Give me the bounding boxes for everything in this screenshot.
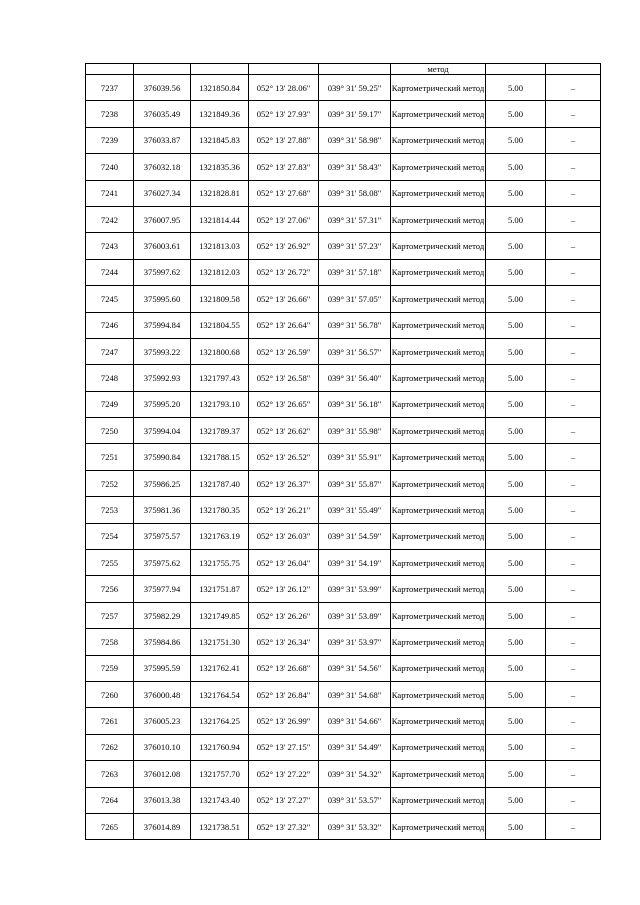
method-cell: Картометрический метод	[391, 286, 486, 312]
latitude-cell: 052° 13' 26.68"	[249, 655, 319, 681]
point-number-cell: 7263	[86, 761, 134, 787]
table-row	[86, 391, 601, 417]
dash-cell: –	[546, 655, 601, 681]
y-coordinate-cell: 1321763.19	[191, 523, 249, 549]
table-row	[86, 602, 601, 628]
method-cell: Картометрический метод	[391, 681, 486, 707]
x-coordinate-cell: 376032.18	[134, 154, 191, 180]
precision-cell: 5.00	[486, 708, 546, 734]
method-cell: Картометрический метод	[391, 312, 486, 338]
y-coordinate-cell: 1321813.03	[191, 233, 249, 259]
method-cell: Картометрический метод	[391, 233, 486, 259]
precision-cell: 5.00	[486, 523, 546, 549]
table-row	[86, 655, 601, 681]
point-number-cell: 7262	[86, 734, 134, 760]
longitude-cell: 039° 31' 55.91"	[319, 444, 391, 470]
table-row	[86, 523, 601, 549]
point-number-cell: 7247	[86, 338, 134, 364]
precision-cell: 5.00	[486, 338, 546, 364]
latitude-cell: 052° 13' 27.88"	[249, 127, 319, 153]
dash-cell: –	[546, 154, 601, 180]
precision-cell: 5.00	[486, 180, 546, 206]
method-cell: Картометрический метод	[391, 497, 486, 523]
dash-cell: –	[546, 233, 601, 259]
precision-cell: 5.00	[486, 681, 546, 707]
method-cell: Картометрический метод	[391, 391, 486, 417]
point-number-cell: 7255	[86, 550, 134, 576]
dash-cell: –	[546, 418, 601, 444]
precision-cell: 5.00	[486, 418, 546, 444]
y-coordinate-cell: 1321828.81	[191, 180, 249, 206]
longitude-cell: 039° 31' 53.32"	[319, 813, 391, 839]
y-coordinate-cell: 1321760.94	[191, 734, 249, 760]
method-cell: Картометрический метод	[391, 338, 486, 364]
dash-cell: –	[546, 629, 601, 655]
latitude-cell: 052° 13' 26.92"	[249, 233, 319, 259]
longitude-cell: 039° 31' 55.49"	[319, 497, 391, 523]
latitude-cell: 052° 13' 26.72"	[249, 259, 319, 285]
point-number-cell: 7251	[86, 444, 134, 470]
y-coordinate-cell: 1321804.55	[191, 312, 249, 338]
x-coordinate-cell: 376033.87	[134, 127, 191, 153]
x-coordinate-cell: 375992.93	[134, 365, 191, 391]
x-coordinate-cell: 375994.84	[134, 312, 191, 338]
point-number-cell: 7242	[86, 206, 134, 232]
method-cell: Картометрический метод	[391, 761, 486, 787]
precision-cell: 5.00	[486, 444, 546, 470]
table-row	[86, 708, 601, 734]
dash-cell: –	[546, 286, 601, 312]
y-coordinate-cell: 1321849.36	[191, 101, 249, 127]
table-row	[86, 734, 601, 760]
precision-cell: 5.00	[486, 497, 546, 523]
x-coordinate-cell: 376003.61	[134, 233, 191, 259]
method-cell: Картометрический метод	[391, 259, 486, 285]
longitude-cell: 039° 31' 54.59"	[319, 523, 391, 549]
dash-cell: –	[546, 259, 601, 285]
latitude-cell: 052° 13' 26.21"	[249, 497, 319, 523]
method-cell: Картометрический метод	[391, 180, 486, 206]
x-coordinate-cell: 375990.84	[134, 444, 191, 470]
point-number-cell: 7258	[86, 629, 134, 655]
dash-cell: –	[546, 602, 601, 628]
y-coordinate-cell: 1321812.03	[191, 259, 249, 285]
x-coordinate-cell: 375981.36	[134, 497, 191, 523]
table-row	[86, 365, 601, 391]
method-cell: Картометрический метод	[391, 813, 486, 839]
precision-cell: 5.00	[486, 312, 546, 338]
point-number-cell: 7260	[86, 681, 134, 707]
x-coordinate-cell: 375994.04	[134, 418, 191, 444]
latitude-cell: 052° 13' 27.27"	[249, 787, 319, 813]
y-coordinate-cell: 1321800.68	[191, 338, 249, 364]
continued-cell	[191, 64, 249, 75]
continued-row	[86, 64, 601, 75]
table-row	[86, 813, 601, 839]
x-coordinate-cell: 375995.59	[134, 655, 191, 681]
latitude-cell: 052° 13' 27.93"	[249, 101, 319, 127]
precision-cell: 5.00	[486, 206, 546, 232]
x-coordinate-cell: 375982.29	[134, 602, 191, 628]
precision-cell: 5.00	[486, 154, 546, 180]
dash-cell: –	[546, 338, 601, 364]
dash-cell: –	[546, 787, 601, 813]
table-row	[86, 550, 601, 576]
longitude-cell: 039° 31' 54.66"	[319, 708, 391, 734]
y-coordinate-cell: 1321793.10	[191, 391, 249, 417]
x-coordinate-cell: 376039.56	[134, 75, 191, 101]
point-number-cell: 7265	[86, 813, 134, 839]
x-coordinate-cell: 376007.95	[134, 206, 191, 232]
point-number-cell: 7246	[86, 312, 134, 338]
precision-cell: 5.00	[486, 365, 546, 391]
y-coordinate-cell: 1321738.51	[191, 813, 249, 839]
dash-cell: –	[546, 391, 601, 417]
latitude-cell: 052° 13' 26.52"	[249, 444, 319, 470]
latitude-cell: 052° 13' 27.32"	[249, 813, 319, 839]
dash-cell: –	[546, 206, 601, 232]
method-cell: Картометрический метод	[391, 154, 486, 180]
latitude-cell: 052° 13' 27.06"	[249, 206, 319, 232]
point-number-cell: 7237	[86, 75, 134, 101]
table-row	[86, 787, 601, 813]
table-row	[86, 497, 601, 523]
y-coordinate-cell: 1321751.87	[191, 576, 249, 602]
longitude-cell: 039° 31' 58.98"	[319, 127, 391, 153]
x-coordinate-cell: 376013.38	[134, 787, 191, 813]
y-coordinate-cell: 1321814.44	[191, 206, 249, 232]
point-number-cell: 7252	[86, 470, 134, 496]
method-cell: Картометрический метод	[391, 523, 486, 549]
longitude-cell: 039° 31' 56.57"	[319, 338, 391, 364]
dash-cell: –	[546, 127, 601, 153]
longitude-cell: 039° 31' 57.23"	[319, 233, 391, 259]
y-coordinate-cell: 1321764.25	[191, 708, 249, 734]
y-coordinate-cell: 1321850.84	[191, 75, 249, 101]
dash-cell: –	[546, 365, 601, 391]
dash-cell: –	[546, 497, 601, 523]
longitude-cell: 039° 31' 54.19"	[319, 550, 391, 576]
table-row	[86, 233, 601, 259]
longitude-cell: 039° 31' 53.57"	[319, 787, 391, 813]
table-row	[86, 127, 601, 153]
latitude-cell: 052° 13' 26.12"	[249, 576, 319, 602]
y-coordinate-cell: 1321743.40	[191, 787, 249, 813]
latitude-cell: 052° 13' 26.58"	[249, 365, 319, 391]
longitude-cell: 039° 31' 53.89"	[319, 602, 391, 628]
method-cell: Картометрический метод	[391, 127, 486, 153]
method-cell: Картометрический метод	[391, 787, 486, 813]
method-cell: Картометрический метод	[391, 206, 486, 232]
precision-cell: 5.00	[486, 550, 546, 576]
method-cell: Картометрический метод	[391, 602, 486, 628]
point-number-cell: 7243	[86, 233, 134, 259]
dash-cell: –	[546, 681, 601, 707]
longitude-cell: 039° 31' 53.97"	[319, 629, 391, 655]
latitude-cell: 052° 13' 27.83"	[249, 154, 319, 180]
point-number-cell: 7240	[86, 154, 134, 180]
precision-cell: 5.00	[486, 75, 546, 101]
method-cell: Картометрический метод	[391, 734, 486, 760]
x-coordinate-cell: 375995.20	[134, 391, 191, 417]
dash-cell: –	[546, 470, 601, 496]
latitude-cell: 052° 13' 26.62"	[249, 418, 319, 444]
continued-cell	[319, 64, 391, 75]
latitude-cell: 052° 13' 26.04"	[249, 550, 319, 576]
method-cell: Картометрический метод	[391, 655, 486, 681]
y-coordinate-cell: 1321845.83	[191, 127, 249, 153]
x-coordinate-cell: 375975.62	[134, 550, 191, 576]
x-coordinate-cell: 376014.89	[134, 813, 191, 839]
x-coordinate-cell: 376005.23	[134, 708, 191, 734]
y-coordinate-cell: 1321751.30	[191, 629, 249, 655]
y-coordinate-cell: 1321797.43	[191, 365, 249, 391]
latitude-cell: 052° 13' 27.15"	[249, 734, 319, 760]
table-row	[86, 75, 601, 101]
dash-cell: –	[546, 550, 601, 576]
longitude-cell: 039° 31' 57.18"	[319, 259, 391, 285]
point-number-cell: 7261	[86, 708, 134, 734]
dash-cell: –	[546, 523, 601, 549]
method-cell: Картометрический метод	[391, 470, 486, 496]
coordinates-table	[85, 63, 601, 840]
precision-cell: 5.00	[486, 576, 546, 602]
point-number-cell: 7253	[86, 497, 134, 523]
latitude-cell: 052° 13' 26.99"	[249, 708, 319, 734]
y-coordinate-cell: 1321762.41	[191, 655, 249, 681]
method-cell: Картометрический метод	[391, 101, 486, 127]
longitude-cell: 039° 31' 53.99"	[319, 576, 391, 602]
y-coordinate-cell: 1321788.15	[191, 444, 249, 470]
table-row	[86, 576, 601, 602]
point-number-cell: 7245	[86, 286, 134, 312]
point-number-cell: 7259	[86, 655, 134, 681]
precision-cell: 5.00	[486, 233, 546, 259]
point-number-cell: 7250	[86, 418, 134, 444]
method-cell: Картометрический метод	[391, 365, 486, 391]
longitude-cell: 039° 31' 55.87"	[319, 470, 391, 496]
precision-cell: 5.00	[486, 602, 546, 628]
x-coordinate-cell: 375975.57	[134, 523, 191, 549]
dash-cell: –	[546, 444, 601, 470]
method-cell: Картометрический метод	[391, 708, 486, 734]
method-cell: Картометрический метод	[391, 576, 486, 602]
x-coordinate-cell: 376012.08	[134, 761, 191, 787]
table-row	[86, 338, 601, 364]
dash-cell: –	[546, 734, 601, 760]
latitude-cell: 052° 13' 26.34"	[249, 629, 319, 655]
continued-cell	[546, 64, 601, 75]
longitude-cell: 039° 31' 54.32"	[319, 761, 391, 787]
precision-cell: 5.00	[486, 813, 546, 839]
method-cell: Картометрический метод	[391, 75, 486, 101]
method-cell: Картометрический метод	[391, 550, 486, 576]
point-number-cell: 7239	[86, 127, 134, 153]
latitude-cell: 052° 13' 26.84"	[249, 681, 319, 707]
table-row	[86, 761, 601, 787]
precision-cell: 5.00	[486, 655, 546, 681]
dash-cell: –	[546, 101, 601, 127]
table-row	[86, 312, 601, 338]
table-row	[86, 154, 601, 180]
precision-cell: 5.00	[486, 101, 546, 127]
longitude-cell: 039° 31' 55.98"	[319, 418, 391, 444]
x-coordinate-cell: 376027.34	[134, 180, 191, 206]
method-cell: Картометрический метод	[391, 418, 486, 444]
dash-cell: –	[546, 761, 601, 787]
continued-cell	[486, 64, 546, 75]
latitude-cell: 052° 13' 26.59"	[249, 338, 319, 364]
table-row	[86, 444, 601, 470]
y-coordinate-cell: 1321749.85	[191, 602, 249, 628]
continued-cell	[249, 64, 319, 75]
point-number-cell: 7241	[86, 180, 134, 206]
x-coordinate-cell: 376010.10	[134, 734, 191, 760]
point-number-cell: 7249	[86, 391, 134, 417]
method-cell: Картометрический метод	[391, 629, 486, 655]
latitude-cell: 052° 13' 26.65"	[249, 391, 319, 417]
y-coordinate-cell: 1321780.35	[191, 497, 249, 523]
precision-cell: 5.00	[486, 127, 546, 153]
longitude-cell: 039° 31' 54.68"	[319, 681, 391, 707]
table-row	[86, 259, 601, 285]
longitude-cell: 039° 31' 54.49"	[319, 734, 391, 760]
longitude-cell: 039° 31' 56.40"	[319, 365, 391, 391]
longitude-cell: 039° 31' 58.43"	[319, 154, 391, 180]
dash-cell: –	[546, 813, 601, 839]
precision-cell: 5.00	[486, 629, 546, 655]
longitude-cell: 039° 31' 58.08"	[319, 180, 391, 206]
longitude-cell: 039° 31' 54.56"	[319, 655, 391, 681]
coordinates-table-body	[86, 64, 601, 840]
latitude-cell: 052° 13' 27.22"	[249, 761, 319, 787]
point-number-cell: 7257	[86, 602, 134, 628]
longitude-cell: 039° 31' 56.18"	[319, 391, 391, 417]
longitude-cell: 039° 31' 59.25"	[319, 75, 391, 101]
latitude-cell: 052° 13' 26.37"	[249, 470, 319, 496]
precision-cell: 5.00	[486, 470, 546, 496]
precision-cell: 5.00	[486, 761, 546, 787]
point-number-cell: 7248	[86, 365, 134, 391]
y-coordinate-cell: 1321755.75	[191, 550, 249, 576]
continued-method-cell: метод	[391, 64, 486, 75]
longitude-cell: 039° 31' 57.05"	[319, 286, 391, 312]
dash-cell: –	[546, 708, 601, 734]
precision-cell: 5.00	[486, 391, 546, 417]
latitude-cell: 052° 13' 27.68"	[249, 180, 319, 206]
table-row	[86, 206, 601, 232]
longitude-cell: 039° 31' 59.17"	[319, 101, 391, 127]
x-coordinate-cell: 376000.48	[134, 681, 191, 707]
y-coordinate-cell: 1321789.37	[191, 418, 249, 444]
continued-cell	[86, 64, 134, 75]
x-coordinate-cell: 375993.22	[134, 338, 191, 364]
y-coordinate-cell: 1321764.54	[191, 681, 249, 707]
latitude-cell: 052° 13' 26.64"	[249, 312, 319, 338]
y-coordinate-cell: 1321787.40	[191, 470, 249, 496]
x-coordinate-cell: 375986.25	[134, 470, 191, 496]
y-coordinate-cell: 1321835.36	[191, 154, 249, 180]
dash-cell: –	[546, 75, 601, 101]
longitude-cell: 039° 31' 57.31"	[319, 206, 391, 232]
longitude-cell: 039° 31' 56.78"	[319, 312, 391, 338]
latitude-cell: 052° 13' 26.66"	[249, 286, 319, 312]
y-coordinate-cell: 1321809.58	[191, 286, 249, 312]
point-number-cell: 7254	[86, 523, 134, 549]
dash-cell: –	[546, 576, 601, 602]
method-cell: Картометрический метод	[391, 444, 486, 470]
latitude-cell: 052° 13' 26.26"	[249, 602, 319, 628]
x-coordinate-cell: 375995.60	[134, 286, 191, 312]
table-row	[86, 286, 601, 312]
point-number-cell: 7264	[86, 787, 134, 813]
continued-cell	[134, 64, 191, 75]
latitude-cell: 052° 13' 28.06"	[249, 75, 319, 101]
x-coordinate-cell: 375977.94	[134, 576, 191, 602]
x-coordinate-cell: 375997.62	[134, 259, 191, 285]
dash-cell: –	[546, 180, 601, 206]
table-row	[86, 180, 601, 206]
precision-cell: 5.00	[486, 787, 546, 813]
precision-cell: 5.00	[486, 259, 546, 285]
table-row	[86, 681, 601, 707]
precision-cell: 5.00	[486, 734, 546, 760]
dash-cell: –	[546, 312, 601, 338]
latitude-cell: 052° 13' 26.03"	[249, 523, 319, 549]
x-coordinate-cell: 375984.86	[134, 629, 191, 655]
y-coordinate-cell: 1321757.70	[191, 761, 249, 787]
table-row	[86, 418, 601, 444]
point-number-cell: 7244	[86, 259, 134, 285]
x-coordinate-cell: 376035.49	[134, 101, 191, 127]
point-number-cell: 7238	[86, 101, 134, 127]
table-row	[86, 101, 601, 127]
table-row	[86, 629, 601, 655]
table-row	[86, 470, 601, 496]
precision-cell: 5.00	[486, 286, 546, 312]
point-number-cell: 7256	[86, 576, 134, 602]
